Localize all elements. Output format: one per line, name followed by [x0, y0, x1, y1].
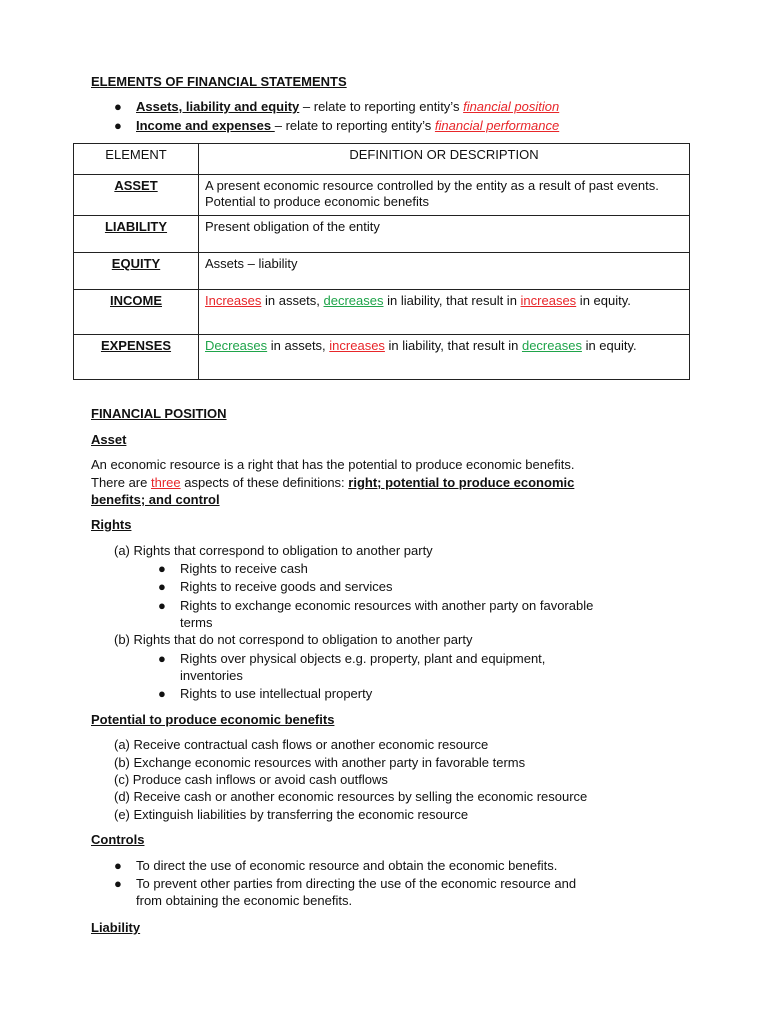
list-item-continuation: terms: [180, 615, 213, 630]
asset-heading: Asset: [91, 432, 127, 447]
table-row: [74, 216, 690, 253]
financial-position-heading: FINANCIAL POSITION: [91, 406, 227, 421]
list-item-continuation: from obtaining the economic benefits.: [136, 893, 353, 908]
header-element: ELEMENT: [74, 144, 199, 175]
asset-line2-red: three: [150, 475, 181, 490]
table-header-row: [74, 144, 690, 175]
expenses-word-2: increases: [329, 338, 385, 353]
intro-bullet-1-red: financial position: [463, 99, 560, 114]
list-item: (c) Produce cash inflows or avoid cash outflows: [114, 772, 388, 787]
asset-line2-bold: right; potential to produce economic: [348, 475, 575, 490]
income-word-1: Increases: [205, 293, 262, 308]
intro-bullet-1-text: – relate to reporting entity’s: [299, 99, 464, 114]
bullet-icon: ●: [114, 858, 122, 873]
bullet-icon: ●: [158, 651, 166, 666]
list-item: [158, 597, 594, 614]
expenses-word-1: Decreases: [205, 338, 268, 353]
element-expenses: EXPENSES: [74, 335, 199, 380]
intro-bullet-2-red: financial performance: [434, 118, 560, 133]
element-income: INCOME: [74, 290, 199, 335]
income-text-1: in assets,: [261, 293, 324, 308]
list-item: (b) Exchange economic resources with another party in favorable terms: [114, 755, 526, 770]
rights-a: (a) Rights that correspond to obligation to another party: [114, 543, 433, 558]
element-equity: EQUITY: [74, 253, 199, 290]
list-item: [114, 857, 558, 874]
expenses-text-3: in equity.: [581, 338, 637, 353]
table-row: [74, 175, 690, 216]
bullet-icon: ●: [158, 579, 166, 594]
asset-definition-line-3: benefits; and control: [91, 492, 220, 507]
table-row: [74, 290, 690, 335]
bullet-icon: ●: [114, 876, 122, 891]
asset-definition-line-2: [91, 474, 574, 491]
element-liability: LIABILITY: [74, 216, 199, 253]
element-asset: ASSET: [74, 175, 199, 216]
expenses-text-1: in assets,: [267, 338, 330, 353]
list-item: (e) Extinguish liabilities by transferring the economic resource: [114, 807, 469, 822]
asset-line2-pre: There are: [91, 475, 151, 490]
asset-line2-post: aspects of these definitions:: [180, 475, 349, 490]
income-word-2: decreases: [323, 293, 384, 308]
list-item-text: Rights over physical objects e.g. property, plant and equipment,: [180, 651, 546, 666]
list-item-text: To direct the use of economic resource and obtain the economic benefits.: [136, 858, 558, 873]
elements-table: [73, 143, 690, 380]
list-item: [158, 650, 546, 667]
list-item-text: Rights to exchange economic resources with another party on favorable: [180, 598, 594, 613]
list-item: [114, 875, 577, 892]
table-row: [74, 253, 690, 290]
table-row: [74, 335, 690, 380]
list-item-text: Rights to receive goods and services: [180, 579, 393, 594]
intro-bullet-1: [114, 98, 560, 115]
bullet-icon: ●: [158, 598, 166, 613]
rights-b: (b) Rights that do not correspond to obligation to another party: [114, 632, 473, 647]
potential-heading: Potential to produce economic benefits: [91, 712, 335, 727]
intro-bullet-1-bold: Assets, liability and equity: [136, 99, 300, 114]
list-item: [158, 578, 393, 595]
page-title: ELEMENTS OF FINANCIAL STATEMENTS: [91, 74, 347, 89]
list-item-text: Rights to use intellectual property: [180, 686, 373, 701]
list-item: [158, 560, 308, 577]
controls-heading: Controls: [91, 832, 145, 847]
list-item-continuation: inventories: [180, 668, 243, 683]
bullet-icon: ●: [114, 99, 122, 114]
rights-heading: Rights: [91, 517, 132, 532]
income-text-2: in liability, that result in: [383, 293, 521, 308]
intro-bullet-2-text: – relate to reporting entity’s: [274, 118, 435, 133]
list-item: (d) Receive cash or another economic resources by selling the economic resource: [114, 789, 588, 804]
list-item-text: To prevent other parties from directing the use of the economic resource and: [136, 876, 577, 891]
expenses-text-2: in liability, that result in: [384, 338, 522, 353]
header-definition: DEFINITION OR DESCRIPTION: [199, 144, 690, 175]
asset-definition-line-1: An economic resource is a right that has the potential to produce economic benefits.: [91, 457, 575, 472]
list-item-text: Rights to receive cash: [180, 561, 308, 576]
list-item: (a) Receive contractual cash flows or another economic resource: [114, 737, 489, 752]
definition-equity: Assets – liability: [199, 253, 690, 290]
intro-bullet-2: [114, 117, 560, 134]
bullet-icon: ●: [158, 561, 166, 576]
definition-asset: A present economic resource controlled by the entity as a result of past events. Potential to produce economic benefits: [199, 175, 690, 216]
definition-liability: Present obligation of the entity: [199, 216, 690, 253]
bullet-icon: ●: [114, 118, 122, 133]
definition-expenses: [199, 335, 690, 380]
definition-income: [199, 290, 690, 335]
income-text-3: in equity.: [576, 293, 631, 308]
intro-bullet-2-bold: Income and expenses: [136, 118, 275, 133]
bullet-icon: ●: [158, 686, 166, 701]
expenses-word-3: decreases: [521, 338, 582, 353]
income-word-3: increases: [520, 293, 577, 308]
list-item: [158, 685, 373, 702]
liability-heading: Liability: [91, 920, 141, 935]
